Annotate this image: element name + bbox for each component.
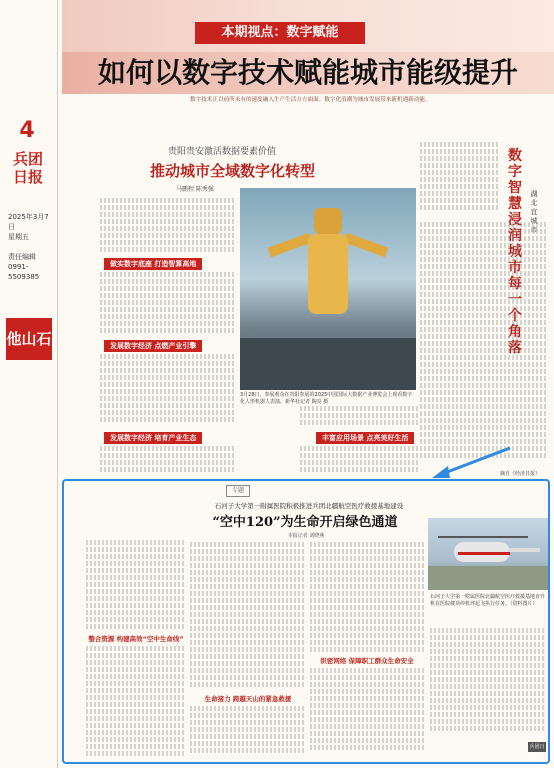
right-article-title: 数字智慧浸润城市每一个角落: [508, 148, 522, 356]
middle-article-body-1: [300, 406, 418, 430]
bottom-article-body-2: [86, 646, 186, 758]
column-name: 他山石: [6, 318, 52, 360]
issue-date: 2025年3月7日: [8, 213, 49, 231]
bottom-article-title: “空中120”为生命开启绿色通道: [212, 515, 398, 530]
bottom-subhead-2: 生命接力 跨越天山的紧急救援: [204, 695, 292, 703]
editor-label: 责任编辑: [8, 253, 36, 261]
bottom-subhead-3: 织密网络 保障职工群众生命安全: [320, 657, 414, 665]
right-article-intro: [420, 142, 500, 216]
helicopter-photo-caption: 石河子大学第一附属医院北疆航空医疗救援基地直升机在医院楼顶停机坪起飞执行任务。（资料图片）: [430, 594, 546, 607]
issue-meta: [8, 212, 54, 282]
arrow-icon: [430, 446, 514, 480]
robot-photo: [240, 188, 416, 390]
bottom-article-body-6: [310, 668, 424, 758]
robot-photo-caption: 3月28日，参展观众在贵阳参展的2025中国国际大数据产业博览会上观看数字化人形机器人表演。新华社记者 陶亮 摄: [240, 392, 413, 405]
paper-logo: 兵团日报: [12, 150, 43, 186]
left-subhead-2: 发展数字经济 点燃产业引擎: [104, 340, 202, 352]
bottom-article-body-4: [190, 706, 306, 758]
left-subhead-1: 做实数字底座 打造智算高地: [104, 258, 202, 270]
right-article-kicker: 湖北宜城市: [530, 190, 538, 234]
bottom-article-body-5: [310, 542, 424, 654]
editor-phone: 0991-5509385: [8, 263, 40, 281]
topic-label: 本期视点：数字赋能: [195, 22, 365, 44]
left-article-body-4: [100, 446, 236, 476]
left-article-author: 马鹏程 陈秀强: [176, 186, 214, 193]
right-article-body: [420, 222, 546, 468]
page-number: 4: [19, 118, 35, 143]
left-article-body-3: [100, 354, 236, 430]
bottom-article-body-3: [190, 542, 306, 692]
left-masthead-column: [0, 0, 58, 768]
bottom-article-author: 本报记者 刘晓燕: [287, 533, 325, 539]
bottom-article-body-1: [86, 540, 186, 632]
left-subhead-3: 发展数字经济 培育产业生态: [104, 432, 202, 444]
left-article-body-1: [100, 198, 236, 258]
right-article-source: 摘自《经济日报》: [499, 471, 540, 477]
left-article-body-2: [100, 272, 236, 340]
end-mark: 兵团日报: [529, 744, 545, 760]
page-main-title: 如何以数字技术赋能城市能级提升: [62, 52, 554, 94]
middle-article-body-2: [300, 446, 418, 474]
bottom-article-kicker: 石河子大学第一附属医院积极推进兵团北疆航空医疗救援基地建设: [214, 502, 404, 510]
page-lede: 数字技术正以前所未有的速度融入生产生活方方面面。数字化浪潮为城市发展带来新机遇新动能。: [190, 97, 431, 103]
left-article-title: 推动城市全域数字化转型: [150, 162, 316, 180]
bottom-subhead-1: 整合资源 构建高效“空中生命线”: [88, 635, 184, 643]
issue-weekday: 星期五: [8, 233, 29, 241]
left-article-kicker: 贵阳贵安激活数据要素价值: [168, 147, 277, 157]
bottom-article-body-7: [430, 628, 546, 738]
helicopter-photo: [428, 518, 548, 590]
special-tag: 专题: [226, 485, 250, 497]
left-subhead-4: 丰富应用场景 点亮美好生活: [316, 432, 414, 444]
